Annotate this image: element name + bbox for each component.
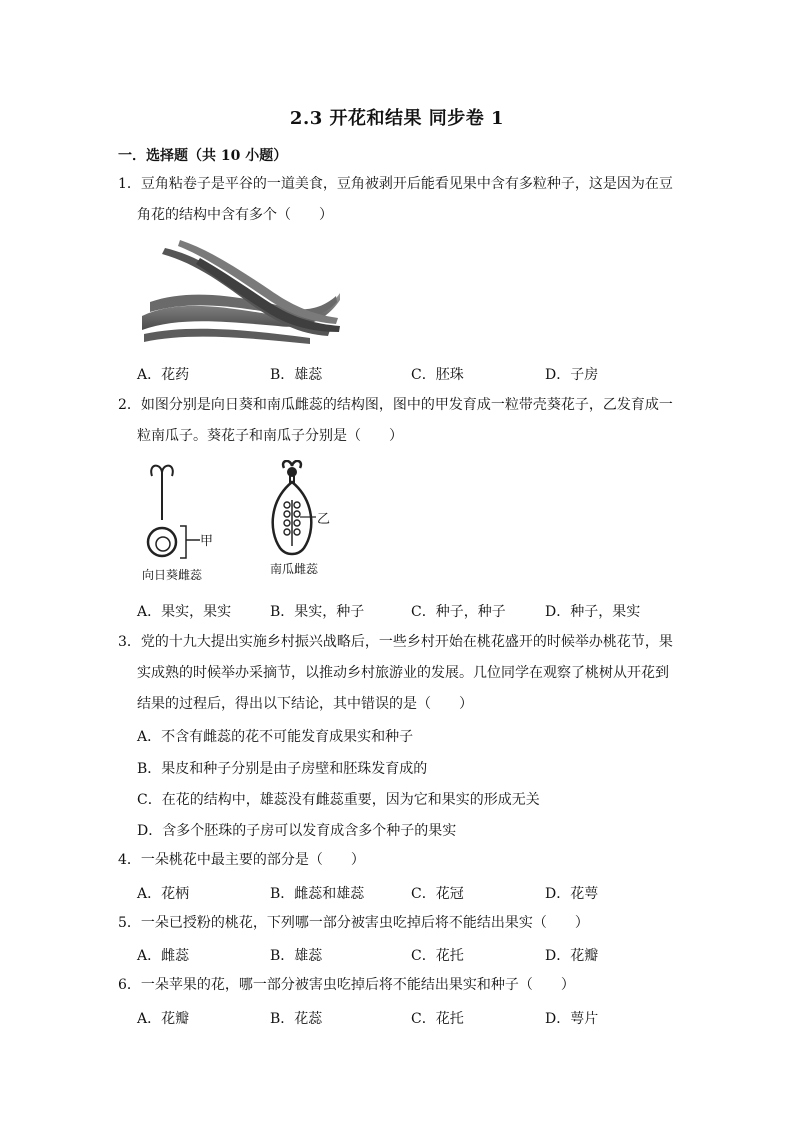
question-1-options	[137, 364, 697, 386]
option-a[interactable]: A．花瓣	[137, 1011, 190, 1027]
option-d[interactable]: D．种子，果实	[545, 604, 641, 620]
question-5	[118, 908, 678, 939]
question-2-line-2: 粒南瓜子。葵花子和南瓜子分别是（ ）	[137, 428, 403, 444]
caption-pumpkin-pistil: 南瓜雌蕊	[270, 562, 319, 576]
option-c[interactable]: C．花托	[411, 948, 464, 964]
question-6	[118, 970, 678, 1001]
option-b[interactable]: B．雄蕊	[270, 367, 323, 383]
pistil-diagram-pumpkin	[262, 460, 342, 576]
question-6-line-1: 6．一朵苹果的花，哪一部分被害虫吃掉后将不能结出果实和种子（ ）	[118, 977, 575, 993]
question-1-line-1: 1．豆角粘卷子是平谷的一道美食，豆角被剥开后能看见果中含有多粒种子，这是因为在豆	[118, 176, 673, 192]
question-2	[118, 390, 678, 452]
question-4-options	[137, 883, 697, 905]
question-3-option-d[interactable]: D．含多个胚珠的子房可以发育成含多个种子的果实	[137, 823, 457, 839]
option-c[interactable]: C．种子，种子	[411, 604, 506, 620]
question-3-option-c[interactable]: C．在花的结构中，雄蕊没有雌蕊重要，因为它和果实的形成无关	[137, 792, 540, 808]
question-2-line-1: 2．如图分别是向日葵和南瓜雌蕊的结构图，图中的甲发育成一粒带壳葵花子，乙发育成一	[118, 397, 673, 413]
section-heading: 一．选择题（共 10 小题）	[118, 148, 288, 164]
option-d[interactable]: D．花瓣	[545, 948, 599, 964]
question-3-line-2: 实成熟的时候举办采摘节，以推动乡村旅游业的发展。几位同学在观察了桃树从开花到	[137, 665, 669, 681]
caption-sunflower-pistil: 向日葵雌蕊	[142, 568, 203, 582]
option-b[interactable]: B．雄蕊	[270, 948, 323, 964]
question-3-option-b[interactable]: B．果皮和种子分别是由子房壁和胚珠发育成的	[137, 761, 428, 777]
option-a[interactable]: A．雌蕊	[137, 948, 190, 964]
question-2-options	[137, 601, 697, 623]
option-c[interactable]: C．胚珠	[411, 367, 464, 383]
question-3	[118, 627, 678, 720]
question-4	[118, 845, 678, 876]
option-a[interactable]: A．果实，果实	[137, 604, 232, 620]
question-3-line-3: 结果的过程后，得出以下结论，其中错误的是（ ）	[137, 696, 473, 712]
question-4-line-1: 4．一朵桃花中最主要的部分是（ ）	[118, 852, 365, 868]
option-c[interactable]: C．花冠	[411, 886, 464, 902]
option-b[interactable]: B．花蕊	[270, 1011, 323, 1027]
option-c[interactable]: C．花托	[411, 1011, 464, 1027]
option-a[interactable]: A．花柄	[137, 886, 190, 902]
option-b[interactable]: B．雌蕊和雄蕊	[270, 886, 365, 902]
option-d[interactable]: D．花萼	[545, 886, 599, 902]
option-d[interactable]: D．萼片	[545, 1011, 599, 1027]
option-b[interactable]: B．果实，种子	[270, 604, 365, 620]
bean-pods-photo	[140, 238, 342, 346]
pistil-diagram-sunflower	[138, 462, 238, 586]
label-yi: 乙	[317, 512, 331, 527]
option-a[interactable]: A．花药	[137, 367, 190, 383]
label-jia: 甲	[200, 534, 214, 549]
option-d[interactable]: D．子房	[545, 367, 599, 383]
question-3-option-a[interactable]: A．不含有雌蕊的花不可能发育成果实和种子	[137, 729, 414, 745]
question-3-line-1: 3．党的十九大提出实施乡村振兴战略后，一些乡村开始在桃花盛开的时候举办桃花节，果	[118, 634, 673, 650]
question-5-line-1: 5．一朵已授粉的桃花，下列哪一部分被害虫吃掉后将不能结出果实（ ）	[118, 915, 589, 931]
question-5-options	[137, 945, 697, 967]
question-1-line-2: 角花的结构中含有多个（ ）	[137, 207, 333, 223]
question-1	[118, 169, 678, 231]
question-6-options	[137, 1008, 697, 1030]
page-title: 2.3 开花和结果 同步卷 1	[289, 108, 505, 129]
